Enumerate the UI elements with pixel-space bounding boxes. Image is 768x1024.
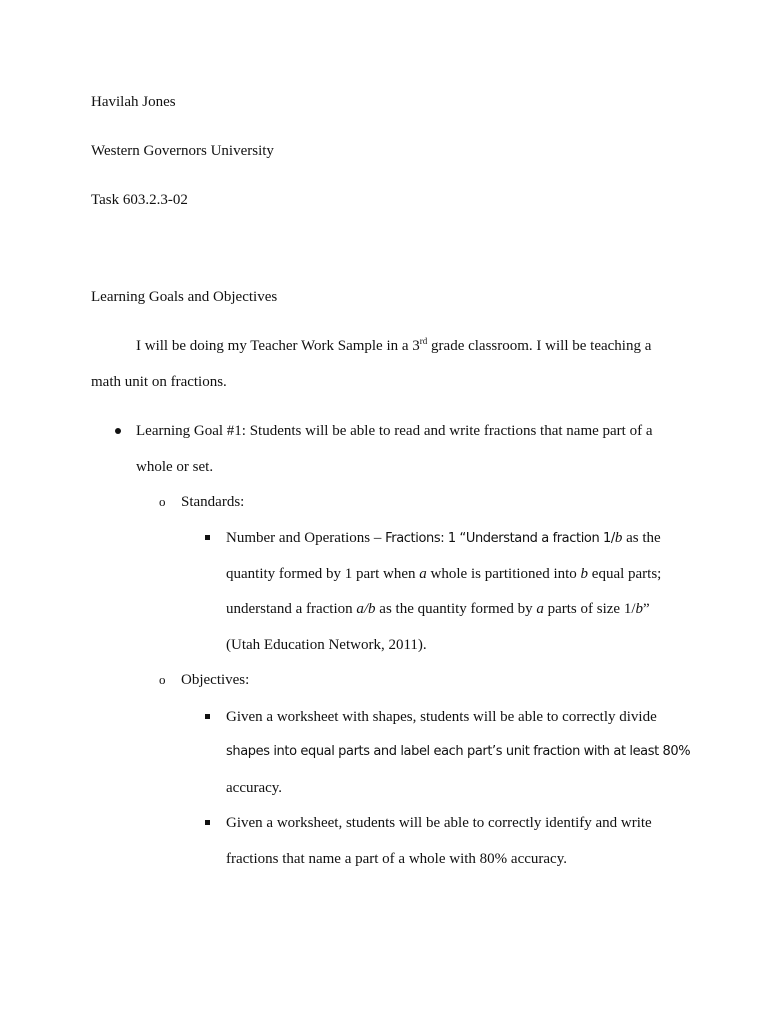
objectives-label: Objectives: [181, 672, 250, 688]
standard-line-2: quantity formed by 1 part when a whole is partitioned into b equal parts; [226, 566, 662, 582]
bullet-square-icon [205, 714, 210, 719]
section-title: Learning Goals and Objectives [91, 289, 278, 305]
objective-1-line-2: shapes into equal parts and label each part’s unit fraction with at least 80% [226, 744, 691, 759]
objective-2-line-1: Given a worksheet, students will be able to correctly identify and write [226, 815, 652, 831]
standard-line-1: Number and Operations – Fractions: 1 “Understand a fraction 1/b as the [226, 530, 661, 546]
goal-1-line-2: whole or set. [136, 459, 214, 475]
standard-line-3: understand a fraction a/b as the quantity formed by a parts of size 1/b” [226, 601, 650, 617]
bullet-square-icon [205, 535, 210, 540]
goal-1-line-1: Learning Goal #1: Students will be able to read and write fractions that name part of a [136, 423, 653, 439]
objective-1-line-3: accuracy. [226, 780, 283, 796]
author-name: Havilah Jones [91, 94, 176, 110]
objective-1-line-1: Given a worksheet with shapes, students will be able to correctly divide [226, 709, 657, 725]
intro-line-1: I will be doing my Teacher Work Sample in a 3rd grade classroom. I will be teaching a [136, 336, 652, 354]
bullet-dot-icon [115, 428, 121, 434]
intro-line-2: math unit on fractions. [91, 374, 227, 390]
bullet-circle-icon: o [159, 672, 166, 687]
objective-2-line-2: fractions that name a part of a whole with 80% accuracy. [226, 851, 567, 867]
bullet-circle-icon: o [159, 494, 166, 509]
institution-name: Western Governors University [91, 143, 274, 159]
bullet-square-icon [205, 820, 210, 825]
task-code: Task 603.2.3-02 [91, 192, 188, 208]
standard-line-4: (Utah Education Network, 2011). [226, 637, 427, 653]
standards-label: Standards: [181, 494, 245, 510]
